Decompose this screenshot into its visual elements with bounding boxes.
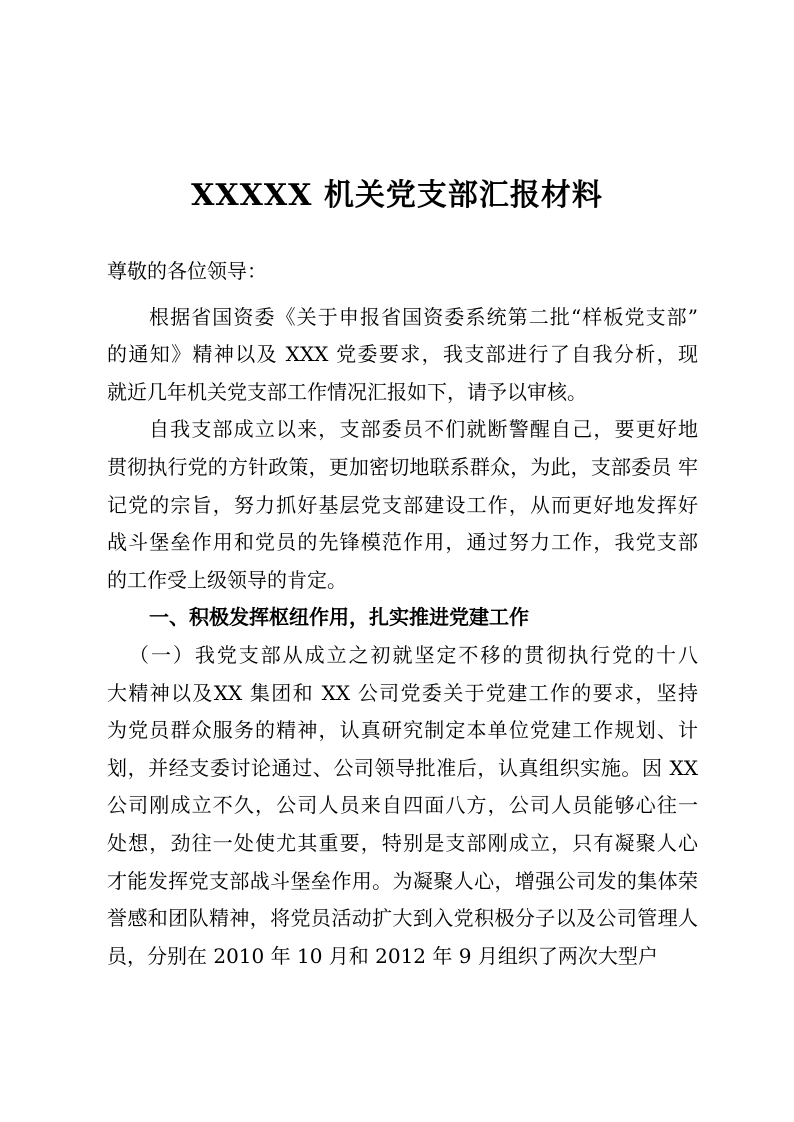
document-title: XXXXX 机关党支部汇报材料 [191, 178, 603, 213]
section-paragraph [107, 637, 698, 975]
paragraph-2 [107, 411, 698, 599]
salutation: 尊敬的各位领导： [107, 259, 267, 283]
text-line: 划，并经支委讨论通过、公司领导批准后，认真组织实施。因 XX [107, 755, 698, 780]
text-line: 员，分别在 2010 年 10 月和 2012 年 9 月组织了两次大型户 [107, 943, 658, 968]
text-line: 贯彻执行党的方针政策，更加密切地联系群众，为此，支部委员 牢 [107, 454, 698, 479]
text-line: 的通知》精神以及 XXX 党委要求，我支部进行了自我分析，现 [107, 342, 698, 367]
text-line: 自我支部成立以来，支部委员不们就断警醒自己，要更好地 [149, 417, 698, 442]
text-line: 公司刚成立不久，公司人员来自四面八方，公司人员能够心往一 [107, 793, 698, 818]
text-line: 大精神以及XX 集团和 XX 公司党委关于党建工作的要求，坚持 [107, 680, 698, 705]
paragraph-1 [107, 299, 698, 412]
document-body [107, 253, 698, 975]
text-line: 记党的宗旨，努力抓好基层党支部建设工作，从而更好地发挥好 [107, 492, 698, 517]
text-line: 的工作受上级领导的肯定。 [107, 567, 347, 592]
text-line: 处想，劲往一处使尤其重要，特别是支部刚成立，只有凝聚人心 [107, 830, 698, 855]
text-line: 战斗堡垒作用和党员的先锋模范作用，通过努力工作，我党支部 [107, 530, 698, 555]
text-line: 根据省国资委《关于申报省国资委系统第二批“样板党支部” [149, 304, 698, 329]
text-line: 誉感和团队精神，将党员活动扩大到入党积极分子以及公司管理人 [107, 906, 698, 931]
text-line: （一）我党支部从成立之初就坚定不移的贯彻执行党的十八 [129, 642, 698, 667]
text-line: 才能发挥党支部战斗堡垒作用。为凝聚人心，增强公司发的集体荣 [107, 868, 698, 893]
section-heading: 一、积极发挥枢纽作用，扎实推进党建工作 [149, 605, 529, 630]
text-line: 就近几年机关党支部工作情况汇报如下，请予以审核。 [107, 379, 587, 404]
text-line: 为党员群众服务的精神，认真研究制定本单位党建工作规划、计 [107, 718, 698, 743]
